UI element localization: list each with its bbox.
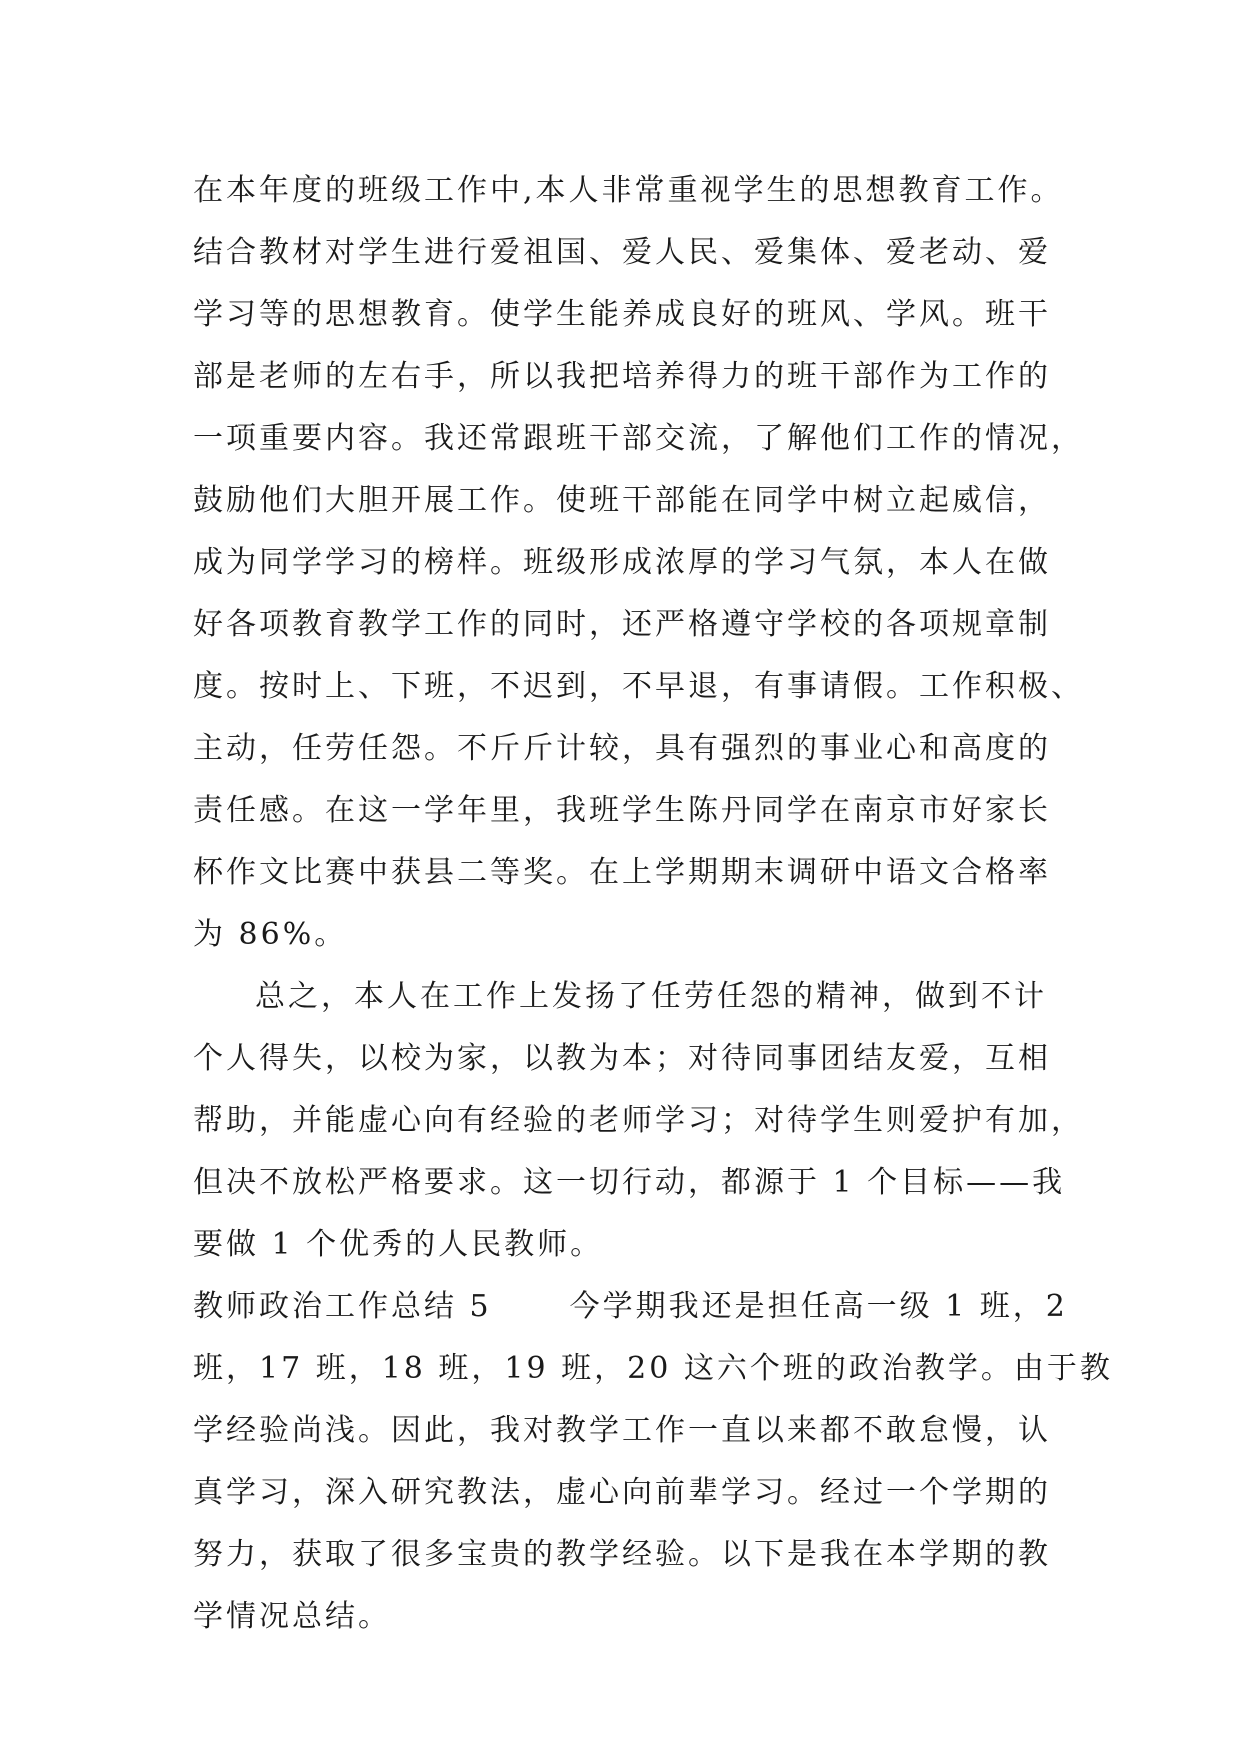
paragraph-line: 好各项教育教学工作的同时，还严格遵守学校的各项规章制 — [193, 607, 1051, 642]
paragraph-line: 在本年度的班级工作中,本人非常重视学生的思想教育工作。 — [193, 173, 1064, 208]
paragraph-line: 责任感。在这一学年里，我班学生陈丹同学在南京市好家长 — [193, 793, 1051, 828]
paragraph-line: 度。按时上、下班，不迟到，不早退，有事请假。工作积极、 — [193, 669, 1084, 704]
paragraph-line: 总之，本人在工作上发扬了任劳任怨的精神，做到不计 — [255, 979, 1047, 1014]
paragraph-line: 学情况总结。 — [193, 1599, 391, 1634]
paragraph-line: 部是老师的左右手，所以我把培养得力的班干部作为工作的 — [193, 359, 1051, 394]
paragraph-line: 成为同学学习的榜样。班级形成浓厚的学习气氛，本人在做 — [193, 545, 1051, 580]
paragraph-line: 为 86%。 — [193, 917, 348, 952]
paragraph-line: 学经验尚浅。因此，我对教学工作一直以来都不敢怠慢，认 — [193, 1413, 1051, 1448]
paragraph-line: 个人得失，以校为家，以教为本；对待同事团结友爱，互相 — [193, 1041, 1051, 1076]
paragraph-line: 结合教材对学生进行爱祖国、爱人民、爱集体、爱老动、爱 — [193, 235, 1051, 270]
paragraph-line: 杯作文比赛中获县二等奖。在上学期期末调研中语文合格率 — [193, 855, 1051, 890]
section-heading: 教师政治工作总结 5 — [193, 1289, 492, 1324]
paragraph-line: 真学习，深入研究教法，虚心向前辈学习。经过一个学期的 — [193, 1475, 1051, 1510]
paragraph-line: 要做 1 个优秀的人民教师。 — [193, 1227, 604, 1262]
paragraph-line: 班，17 班，18 班，19 班，20 这六个班的政治教学。由于教 — [193, 1351, 1113, 1386]
paragraph-line: 鼓励他们大胆开展工作。使班干部能在同学中树立起威信， — [193, 483, 1051, 518]
paragraph-line: 一项重要内容。我还常跟班干部交流，了解他们工作的情况， — [193, 421, 1084, 456]
paragraph-line: 帮助，并能虚心向有经验的老师学习；对待学生则爱护有加， — [193, 1103, 1084, 1138]
document-body — [193, 160, 1113, 1648]
paragraph-line-start: 今学期我还是担任高一级 1 班，2 — [569, 1289, 1068, 1324]
paragraph-line: 但决不放松严格要求。这一切行动，都源于 1 个目标——我 — [193, 1165, 1066, 1200]
section-heading-line — [193, 1276, 1093, 1338]
paragraph-line: 学习等的思想教育。使学生能养成良好的班风、学风。班干 — [193, 297, 1051, 332]
paragraph-line: 主动，任劳任怨。不斤斤计较，具有强烈的事业心和高度的 — [193, 731, 1051, 766]
paragraph-line: 努力，获取了很多宝贵的教学经验。以下是我在本学期的教 — [193, 1537, 1051, 1572]
